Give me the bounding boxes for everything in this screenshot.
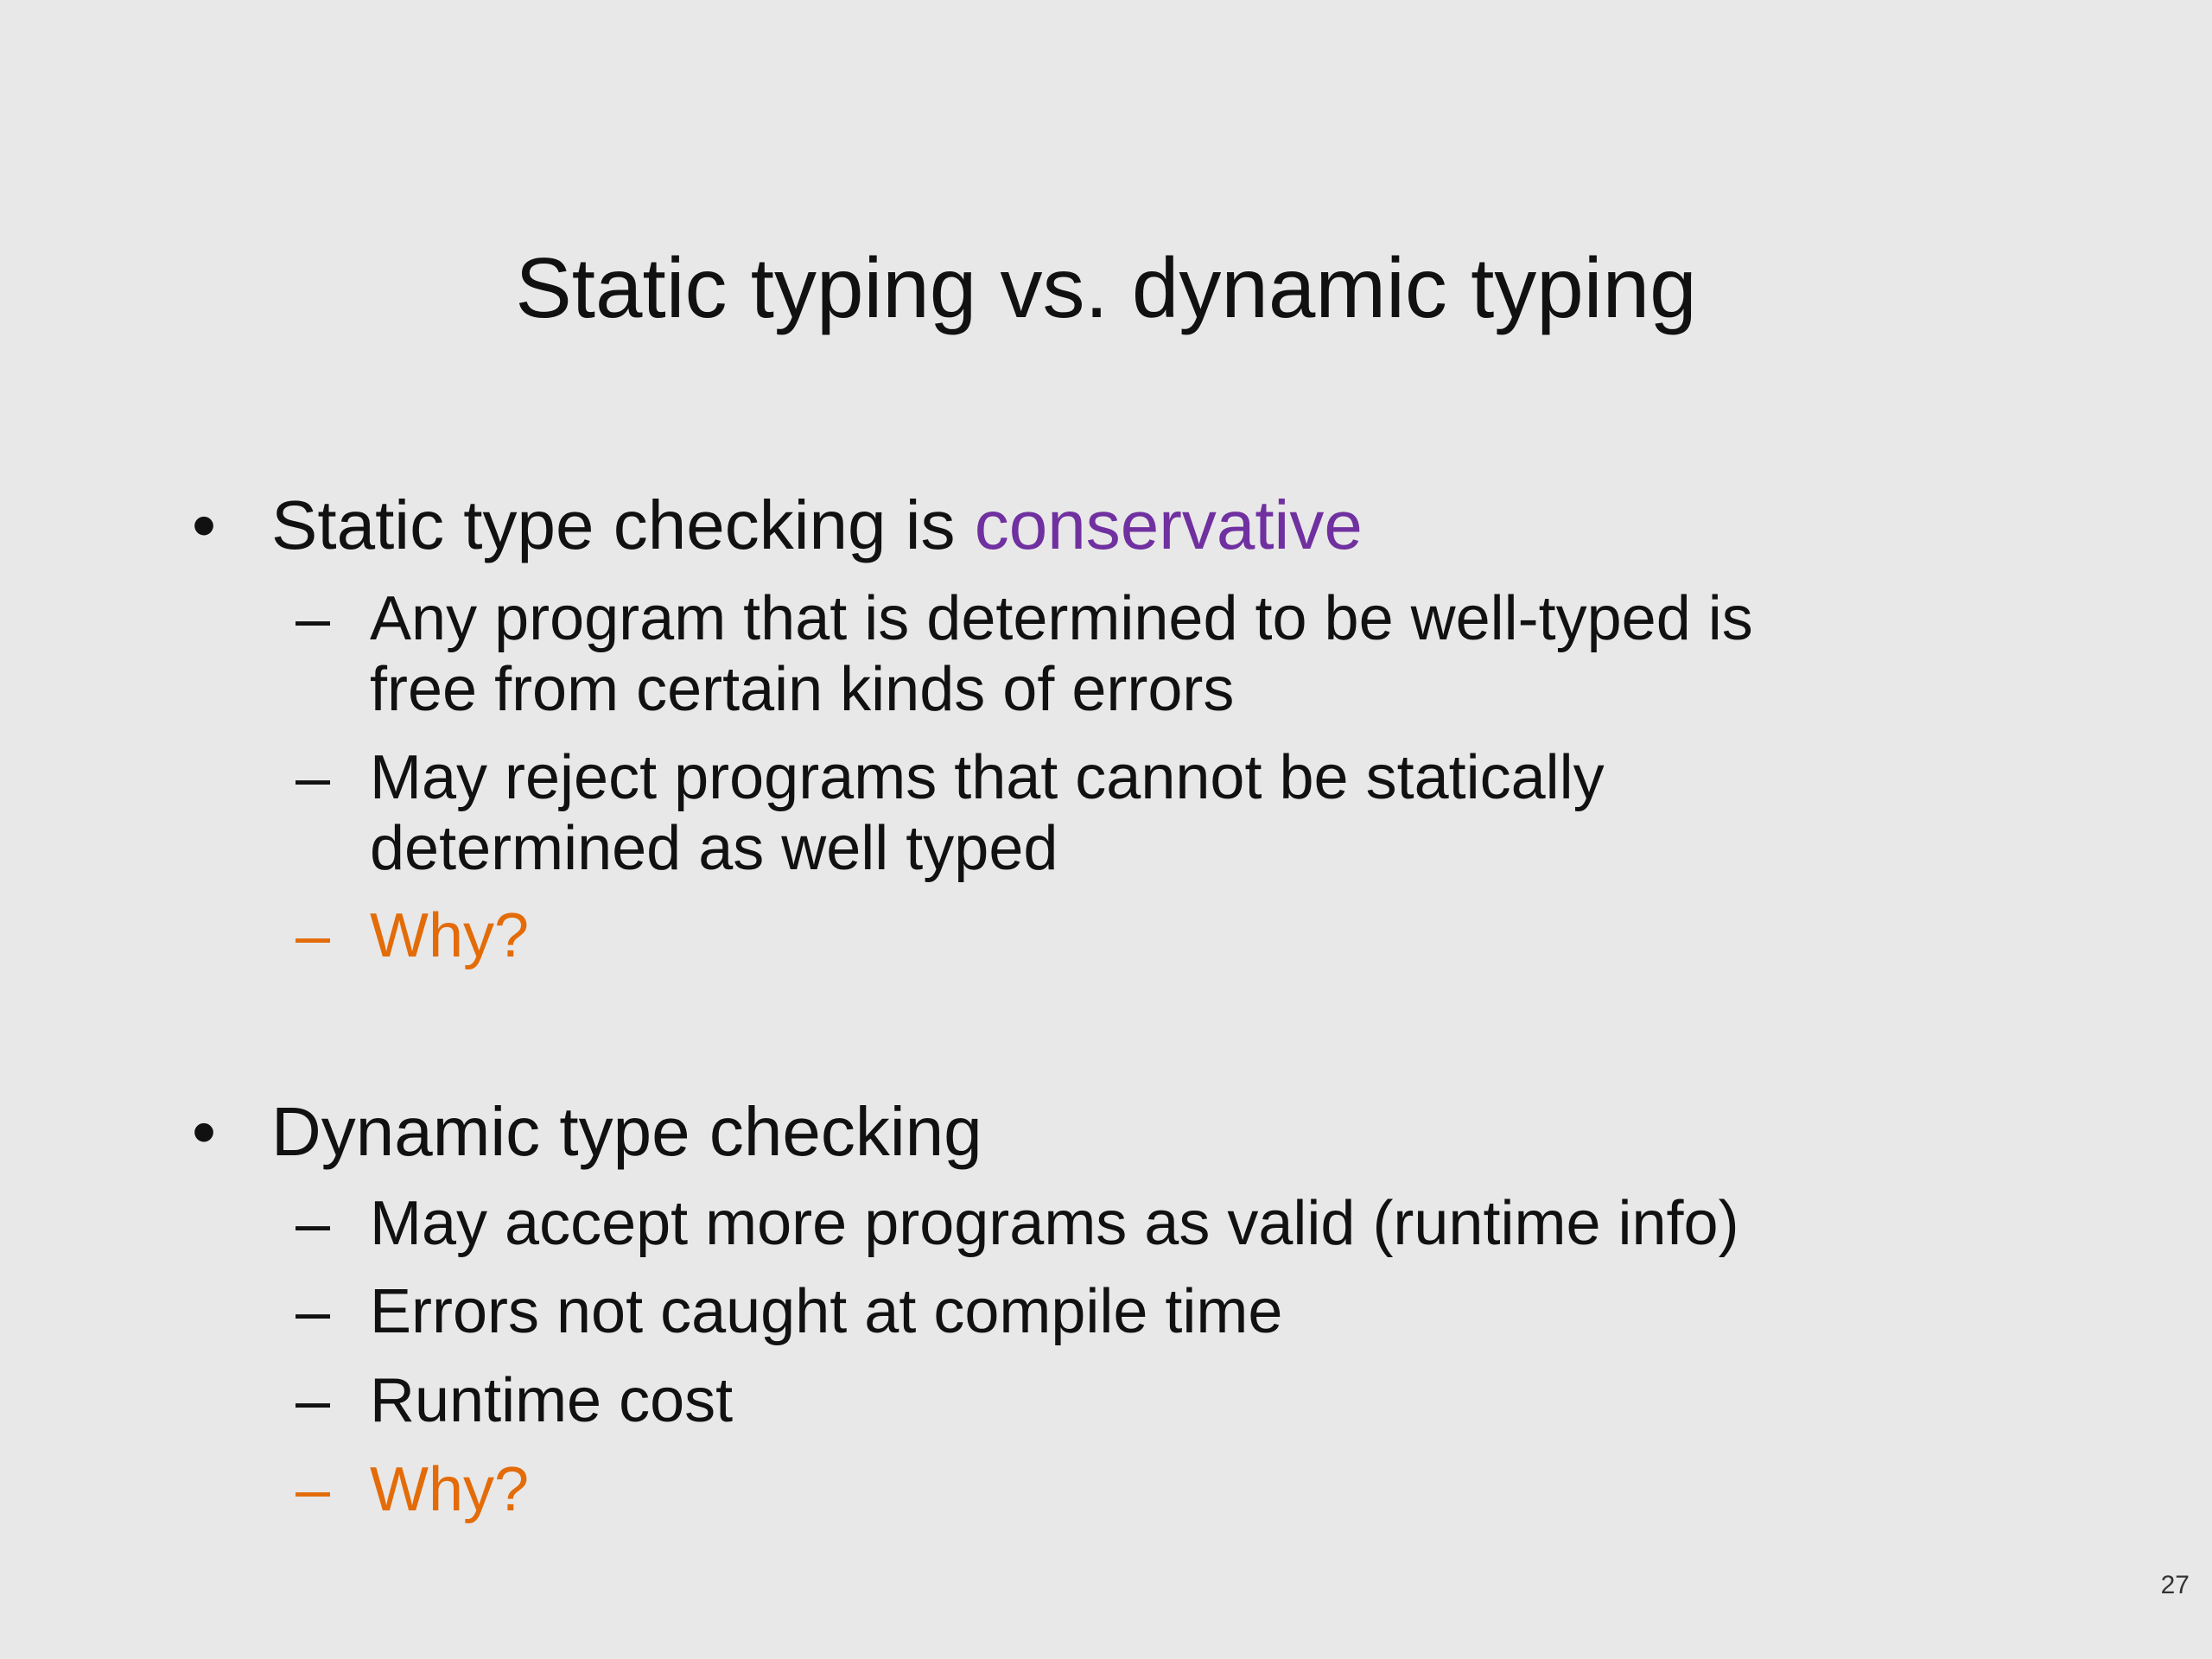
dash-marker: – xyxy=(296,1189,331,1258)
sub-item-text: May accept more programs as valid (runtime info) xyxy=(370,1189,1739,1258)
bullet-marker: • xyxy=(192,486,217,563)
bullet-text: Dynamic type checking xyxy=(271,1093,982,1170)
bullet-text-prefix: Static type checking is xyxy=(271,486,975,563)
bullet-marker: • xyxy=(192,1093,217,1170)
slide-title: Static typing vs. dynamic typing xyxy=(515,240,1697,335)
dash-marker: – xyxy=(296,1277,331,1346)
sub-item-text: Why? xyxy=(370,1455,530,1524)
page-number: 27 xyxy=(2160,1571,2190,1599)
sub-item-line-2: determined as well typed xyxy=(370,814,1058,883)
highlight-conservative: conservative xyxy=(974,486,1363,563)
bullet-text xyxy=(271,484,1363,567)
sub-item-text: Runtime cost xyxy=(370,1366,734,1435)
dash-marker: – xyxy=(296,743,331,812)
sub-item-text: Why? xyxy=(370,901,530,970)
sub-item-text: Errors not caught at compile time xyxy=(370,1277,1283,1346)
dash-marker: – xyxy=(296,1455,331,1524)
sub-item-line-2: free from certain kinds of errors xyxy=(370,655,1235,724)
sub-item-text xyxy=(370,742,1605,884)
dash-marker: – xyxy=(296,584,331,653)
sub-item-text xyxy=(370,583,1753,725)
dash-marker: – xyxy=(296,1366,331,1435)
dash-marker: – xyxy=(296,901,331,970)
sub-item-line-1: Any program that is determined to be well-typed is xyxy=(370,584,1753,653)
sub-item-line-1: May reject programs that cannot be statically xyxy=(370,743,1605,812)
